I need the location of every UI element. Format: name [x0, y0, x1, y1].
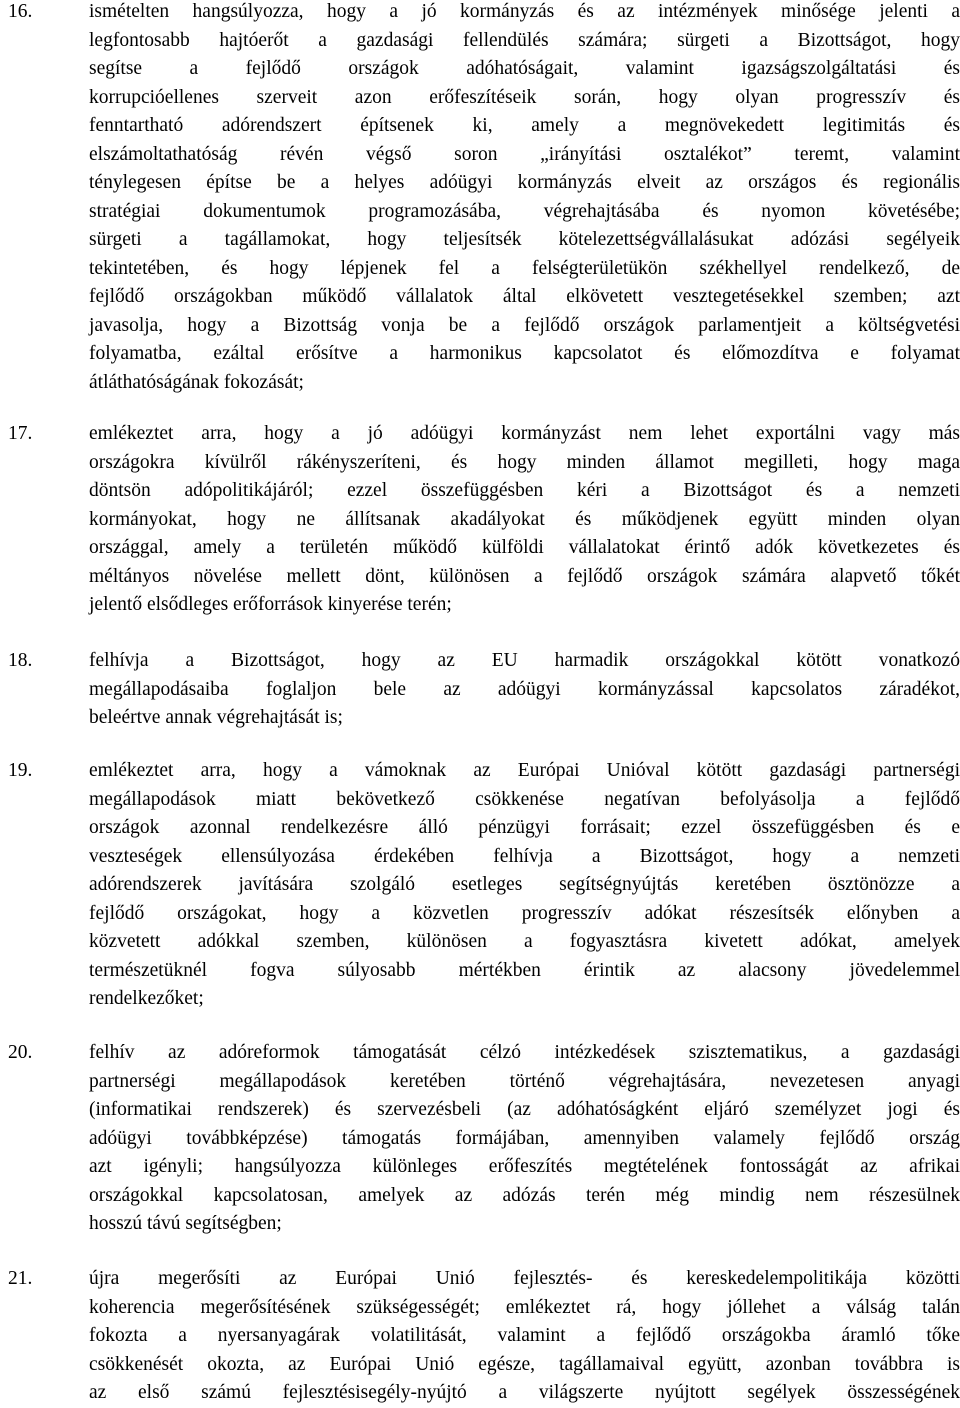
text-line: országgal, amely a területén működő külföldi vállalatokat érintő adók következetes és — [89, 537, 960, 558]
text-line: döntsön adópolitikájáról; ezzel összefüggésben kéri a Bizottságot és a nemzeti — [89, 480, 960, 501]
text-line: sürgeti a tagállamokat, hogy teljesítsék kötelezettségvállalásukat adózási segélyeik — [89, 229, 960, 250]
text-line: újra megerősíti az Európai Unió fejlesztés- és kereskedelempolitikája közötti — [89, 1268, 960, 1289]
text-line: megállapodásaiba foglaljon bele az adóügyi kormányzással kapcsolatos záradékot, — [89, 678, 960, 700]
text-line: országok azonnal rendelkezésre álló pénzügyi forrásait; ezzel összefüggésben és e — [89, 817, 960, 838]
text-line: fokozta a nyersanyagárak volatilitását, valamint a fejlődő országokba áramló tőke — [89, 1325, 960, 1346]
text-line: fejlődő országokban működő vállalatok által elkövetett vesztegetésekkel szemben; azt — [89, 286, 960, 307]
text-line: kormányokat, hogy ne állítsanak akadályokat és működjenek együtt minden olyan — [89, 508, 960, 530]
text-line: méltányos növelése mellett dönt, különösen a fejlődő országok számára alapvető tőkét — [89, 565, 960, 587]
text-line: segítse a fejlődő országok adóhatóságait, valamint igazságszolgáltatási és — [89, 58, 960, 79]
text-line: elszámoltathatóság révén végső soron „irányítási osztalékot” teremt, valamint — [89, 143, 960, 165]
text-line: korrupcióellenes szerveit azon erőfeszítéseik során, hogy olyan progresszív és — [89, 86, 960, 108]
paragraph-number: 21. — [8, 1268, 33, 1289]
paragraph-number: 19. — [8, 760, 33, 781]
text-line: emlékeztet arra, hogy a jó adóügyi kormányzást nem lehet exportálni vagy más — [89, 423, 960, 444]
paragraph-text — [89, 420, 960, 620]
text-line: átláthatóságának fokozását; — [89, 371, 304, 393]
text-line: javasolja, hogy a Bizottság vonja be a fejlődő országok parlamentjeit a költségvetési — [89, 314, 960, 336]
text-line: emlékeztet arra, hogy a vámoknak az Európai Unióval kötött gazdasági partnerségi — [89, 760, 960, 781]
text-line: partnerségi megállapodások keretében történő végrehajtására, nevezetesen anyagi — [89, 1070, 960, 1092]
paragraph-number: 16. — [8, 1, 33, 22]
text-line: rendelkezőket; — [89, 988, 204, 1009]
text-line: beleértve annak végrehajtását is; — [89, 707, 343, 728]
text-line: tekintetében, és hogy lépjenek fel a felségterületükön székhellyel rendelkező, de — [89, 257, 960, 279]
text-line: fejlődő országokat, hogy a közvetlen progresszív adókat részesítsék előnyben a — [89, 902, 960, 924]
text-line: azt igényli; hangsúlyozza különleges erőfeszítés megtételének fontosságát az afrikai — [89, 1156, 960, 1177]
text-line: ismételten hangsúlyozza, hogy a jó kormányzás és az intézmények minősége jelenti a — [89, 1, 960, 22]
text-line: adóügyi továbbképzése) támogatás formájában, amennyiben valamely fejlődő ország — [89, 1127, 960, 1149]
text-line: ténylegesen építse be a helyes adóügyi kormányzás elveit az országos és regionális — [89, 172, 960, 193]
paragraph-text — [89, 1039, 960, 1239]
text-line: jelentő elsődleges erőforrások kinyerése terén; — [89, 594, 452, 615]
paragraph-text — [89, 647, 960, 733]
text-line: országokra kívülről rákényszeríteni, és hogy minden államot megilleti, hogy maga — [89, 451, 960, 473]
text-line: veszteségek ellensúlyozása érdekében felhívja a Bizottságot, hogy a nemzeti — [89, 845, 960, 867]
paragraph-number: 20. — [8, 1042, 33, 1063]
text-line: hosszú távú segítségben; — [89, 1213, 282, 1234]
text-line: felhívja a Bizottságot, hogy az EU harmadik országokkal kötött vonatkozó — [89, 650, 960, 671]
text-line: megállapodások miatt bekövetkező csökkenése negatívan befolyásolja a fejlődő — [89, 788, 960, 810]
paragraph-text — [89, 0, 960, 397]
text-line: országokkal kapcsolatosan, amelyek az adózás terén még mindig nem részesülnek — [89, 1184, 960, 1206]
text-line: felhív az adóreformok támogatását célzó intézkedések szisztematikus, a gazdasági — [89, 1042, 960, 1063]
text-line: az első számú fejlesztésisegély-nyújtó a világszerte nyújtott segélyek összességének — [89, 1382, 960, 1403]
paragraph-text — [89, 757, 960, 1014]
text-line: legfontosabb hajtóerőt a gazdasági fellendülés számára; sürgeti a Bizottságot, hogy — [89, 29, 960, 51]
paragraph-number: 17. — [8, 423, 33, 444]
paragraph-number: 18. — [8, 650, 33, 671]
text-line: (informatikai rendszerek) és szervezésbeli (az adóhatóságként eljáró személyzet jogi és — [89, 1099, 960, 1120]
text-line: stratégiai dokumentumok programozásába, végrehajtásába és nyomon követésébe; — [89, 200, 960, 222]
text-line: adórendszerek javítására szolgáló esetleges segítségnyújtás keretében ösztönözze a — [89, 874, 960, 895]
text-line: természetüknél fogva súlyosabb mértékben érintik az alacsony jövedelemmel — [89, 959, 960, 981]
paragraph-text — [89, 1265, 960, 1408]
text-line: koherencia megerősítésének szükségességét; emlékeztet rá, hogy jóllehet a válság talán — [89, 1296, 960, 1318]
text-line: folyamatba, ezáltal erősítve a harmonikus kapcsolatot és előmozdítva e folyamat — [89, 343, 960, 364]
text-line: közvetett adókkal szemben, különösen a fogyasztásra kivetett adókat, amelyek — [89, 931, 960, 952]
text-line: fenntartható adórendszert építsenek ki, amely a megnövekedett legitimitás és — [89, 115, 960, 136]
text-line: csökkenését okozta, az Európai Unió egésze, tagállamaival együtt, azonban továbbra is — [89, 1353, 960, 1375]
